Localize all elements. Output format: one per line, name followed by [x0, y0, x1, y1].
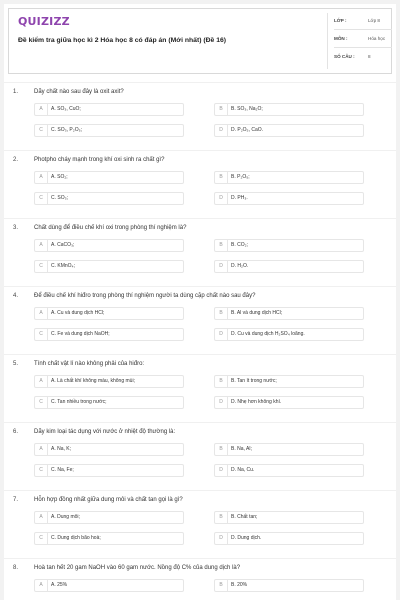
- option-text: A. CaCO₃;: [51, 242, 75, 248]
- answer-option[interactable]: [34, 328, 184, 341]
- question-text: Dãy chất nào sau đây là oxit axit?: [34, 89, 124, 95]
- option-text: C. SO₃;: [51, 195, 69, 201]
- question-item: [4, 558, 396, 600]
- meta-subject: [334, 31, 392, 48]
- option-text: B. CO₂;: [231, 242, 248, 248]
- meta-label: MÔN :: [334, 36, 348, 41]
- option-text: C. KMnO₄;: [51, 263, 75, 269]
- option-letter: A: [35, 240, 48, 251]
- option-text: D. Na, Cu.: [231, 467, 255, 473]
- meta-box: [327, 13, 392, 69]
- answer-option[interactable]: [34, 532, 184, 545]
- option-letter: C: [35, 261, 48, 272]
- option-text: C. Na, Fe;: [51, 467, 74, 473]
- option-text: A. Dung môi;: [51, 514, 80, 520]
- question-text: Chất dùng để điều chế khí oxi trong phòng thí nghiệm là?: [34, 225, 187, 231]
- option-text: B. Na, Al;: [231, 446, 252, 452]
- option-text: B. Tan ít trong nước;: [231, 378, 277, 384]
- option-letter: C: [35, 329, 48, 340]
- meta-value: 8: [368, 54, 371, 59]
- question-text: Dãy kim loại tác dụng với nước ở nhiệt độ thường là:: [34, 429, 176, 435]
- option-letter: B: [215, 104, 228, 115]
- question-number: 6.: [13, 429, 19, 435]
- question-number: 7.: [13, 497, 19, 503]
- answer-option[interactable]: [214, 260, 364, 273]
- option-letter: A: [35, 172, 48, 183]
- answer-option[interactable]: [214, 171, 364, 184]
- option-text: A. Na, K;: [51, 446, 72, 452]
- option-letter: A: [35, 104, 48, 115]
- question-number: 1.: [13, 89, 19, 95]
- meta-class: [334, 13, 392, 30]
- question-item: [4, 422, 396, 487]
- question-number: 4.: [13, 293, 19, 299]
- answer-option[interactable]: [214, 464, 364, 477]
- option-letter: B: [215, 444, 228, 455]
- option-text: B. Al và dung dịch HCl;: [231, 310, 283, 316]
- answer-option[interactable]: [34, 375, 184, 388]
- option-text: C. Fe và dung dịch NaOH;: [51, 331, 110, 337]
- answer-option[interactable]: [34, 511, 184, 524]
- option-text: D. Cu và dung dịch H₂SO₄ loãng.: [231, 331, 305, 337]
- answer-option[interactable]: [34, 192, 184, 205]
- quizizz-logo: QUIZIZZ: [18, 15, 70, 28]
- answer-option[interactable]: [214, 307, 364, 320]
- option-text: D. Dung dịch.: [231, 535, 262, 541]
- option-letter: B: [215, 172, 228, 183]
- question-number: 5.: [13, 361, 19, 367]
- option-letter: B: [215, 308, 228, 319]
- option-text: C. Tan nhiều trong nước;: [51, 399, 107, 405]
- worksheet-title: Đề kiểm tra giữa học kì 2 Hóa học 8 có đáp án (Mới nhất) (Đề 16): [18, 37, 227, 44]
- option-text: A. SO₃, CuO;: [51, 106, 81, 112]
- question-text: Tính chất vật lí nào không phải của hiđro:: [34, 361, 145, 367]
- option-text: B. P₂O₅;: [231, 174, 250, 180]
- option-letter: D: [215, 397, 228, 408]
- answer-option[interactable]: [214, 443, 364, 456]
- option-letter: B: [215, 240, 228, 251]
- answer-option[interactable]: [214, 511, 364, 524]
- answer-option[interactable]: [34, 464, 184, 477]
- question-number: 2.: [13, 157, 19, 163]
- worksheet-header: [8, 8, 392, 74]
- question-text: Hỗn hợp đồng nhất giữa dung môi và chất tan gọi là gì?: [34, 497, 183, 503]
- answer-option[interactable]: [214, 579, 364, 592]
- answer-option[interactable]: [214, 192, 364, 205]
- option-text: A. 25%: [51, 582, 68, 588]
- option-letter: A: [35, 512, 48, 523]
- option-text: D. P₂O₅, CaO.: [231, 127, 264, 133]
- answer-option[interactable]: [214, 124, 364, 137]
- option-letter: D: [215, 125, 228, 136]
- option-letter: C: [35, 533, 48, 544]
- option-letter: A: [35, 376, 48, 387]
- option-letter: B: [215, 580, 228, 591]
- option-text: A. Cu và dung dịch HCl;: [51, 310, 105, 316]
- option-text: B. 20%: [231, 582, 248, 588]
- answer-option[interactable]: [34, 124, 184, 137]
- question-item: [4, 354, 396, 419]
- option-text: A. Là chất khí không màu, không mùi;: [51, 378, 135, 384]
- meta-value: Lớp 8: [368, 18, 380, 23]
- option-text: D. PH₃.: [231, 195, 248, 201]
- question-item: [4, 490, 396, 555]
- answer-option[interactable]: [34, 103, 184, 116]
- option-letter: C: [35, 465, 48, 476]
- option-text: B. Chất tan;: [231, 514, 258, 520]
- answer-option[interactable]: [34, 579, 184, 592]
- option-letter: C: [35, 125, 48, 136]
- option-text: C. SO₃, P₂O₅;: [51, 127, 82, 133]
- answer-option[interactable]: [214, 239, 364, 252]
- option-letter: A: [35, 444, 48, 455]
- question-number: 3.: [13, 225, 19, 231]
- answer-option[interactable]: [34, 171, 184, 184]
- question-item: [4, 218, 396, 283]
- answer-option[interactable]: [34, 307, 184, 320]
- option-letter: C: [35, 397, 48, 408]
- option-letter: D: [215, 193, 228, 204]
- answer-option[interactable]: [214, 375, 364, 388]
- meta-label: SỐ CÂU :: [334, 54, 355, 59]
- question-item: [4, 150, 396, 215]
- answer-option[interactable]: [214, 396, 364, 409]
- option-letter: D: [215, 533, 228, 544]
- option-text: A. SO₂;: [51, 174, 68, 180]
- option-letter: C: [35, 193, 48, 204]
- answer-option[interactable]: [214, 328, 364, 341]
- meta-label: LỚP :: [334, 18, 347, 23]
- option-text: D. H₂O.: [231, 263, 249, 269]
- option-text: B. SO₃, Na₂O;: [231, 106, 263, 112]
- answer-option[interactable]: [214, 103, 364, 116]
- option-letter: A: [35, 580, 48, 591]
- option-letter: B: [215, 512, 228, 523]
- answer-option[interactable]: [34, 239, 184, 252]
- meta-value: Hóa học: [368, 36, 386, 41]
- option-letter: A: [35, 308, 48, 319]
- question-text: Hoà tan hết 20 gam NaOH vào 60 gam nước. Nồng độ C% của dung dịch là?: [34, 565, 241, 571]
- option-text: D. Nhẹ hơn không khí.: [231, 399, 282, 405]
- answer-option[interactable]: [34, 396, 184, 409]
- option-letter: D: [215, 329, 228, 340]
- worksheet-page: [4, 4, 396, 600]
- answer-option[interactable]: [34, 443, 184, 456]
- option-letter: B: [215, 376, 228, 387]
- answer-option[interactable]: [34, 260, 184, 273]
- question-item: [4, 82, 396, 147]
- answer-option[interactable]: [214, 532, 364, 545]
- option-letter: D: [215, 261, 228, 272]
- question-item: [4, 286, 396, 351]
- meta-question-count: [334, 49, 392, 65]
- option-letter: D: [215, 465, 228, 476]
- option-text: C. Dung dịch bão hoà;: [51, 535, 101, 541]
- question-number: 8.: [13, 565, 19, 571]
- question-text: Để điều chế khí hiđro trong phòng thí nghiệm người ta dùng cặp chất nào sau đây?: [34, 293, 256, 299]
- question-text: Photpho cháy mạnh trong khí oxi sinh ra chất gì?: [34, 157, 165, 163]
